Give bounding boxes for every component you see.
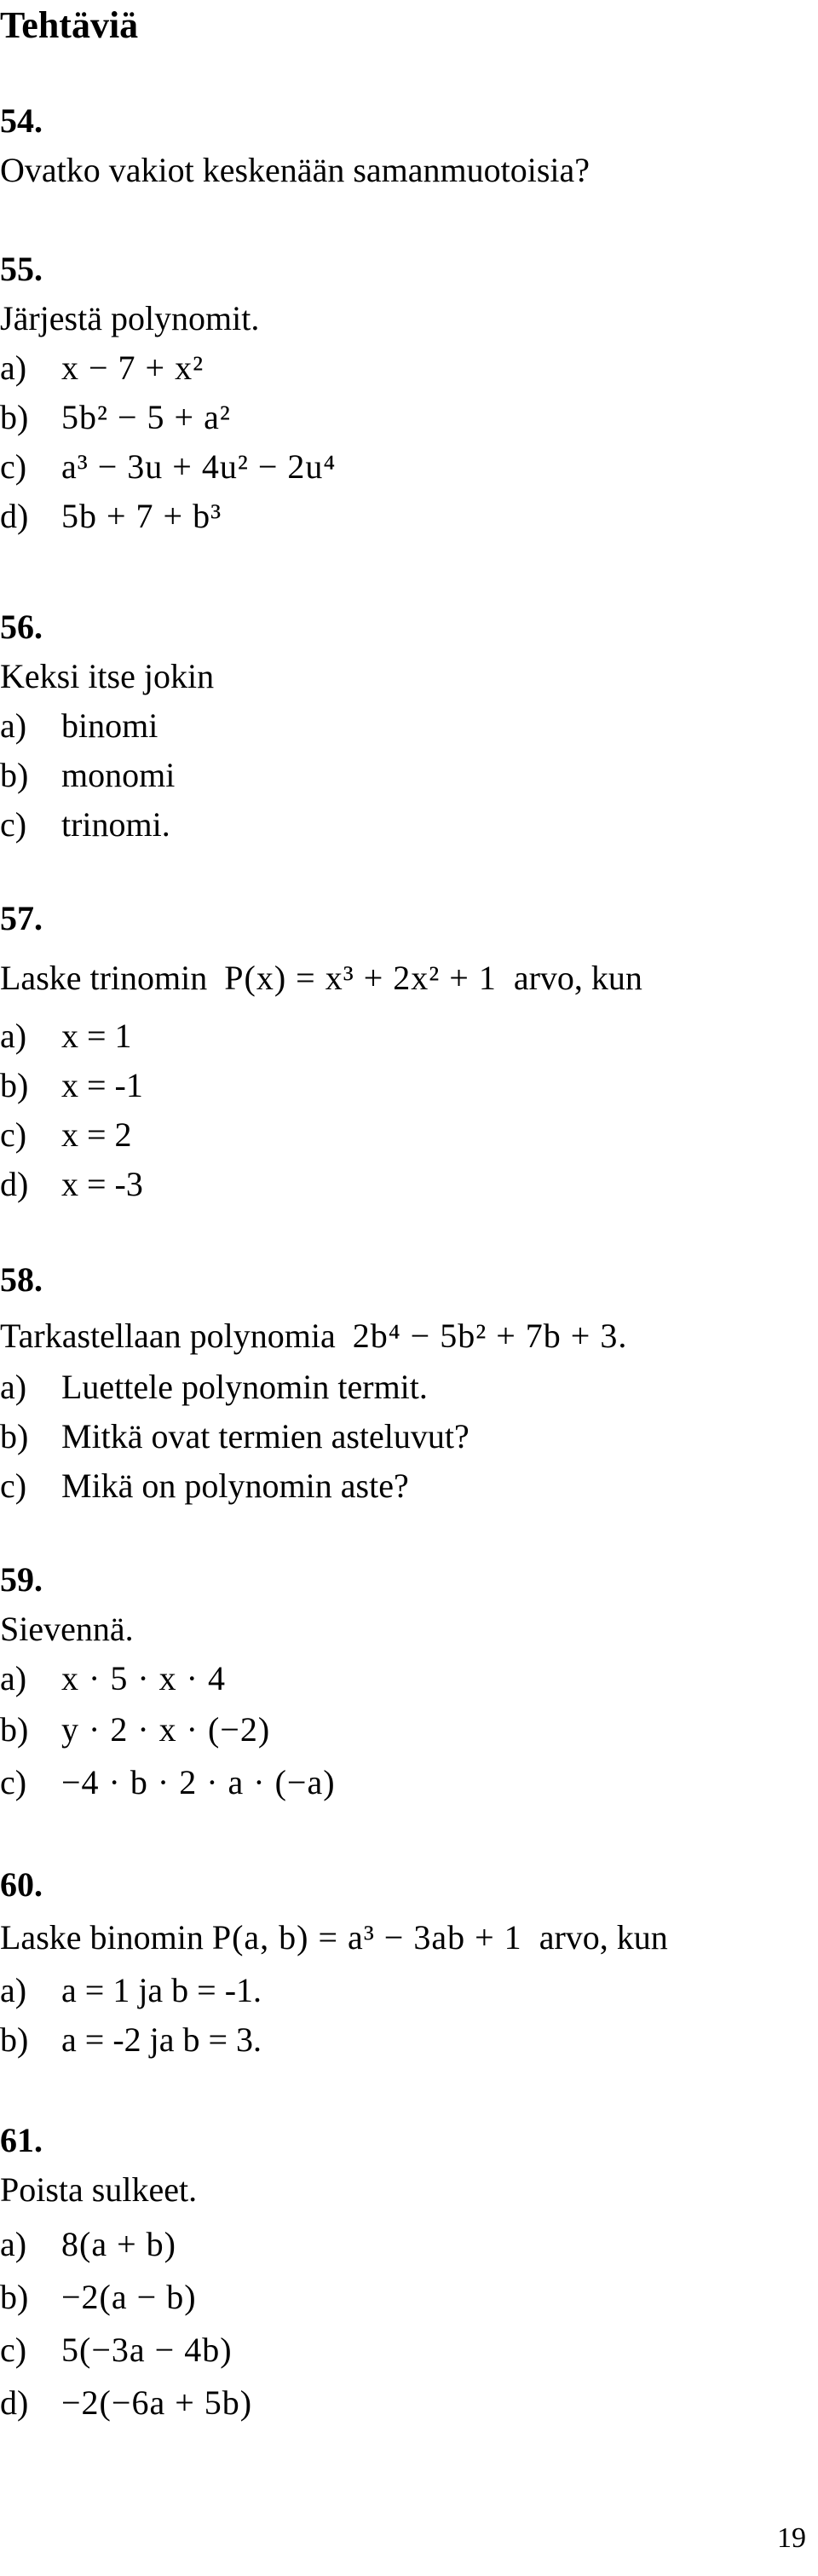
exercise-61-item (0, 2383, 252, 2423)
binomial-expression: P(a, b) = a³ − 3ab + 1 (211, 1918, 522, 1956)
item-label: d) (0, 2383, 29, 2422)
intro-text: Laske trinomin (0, 959, 208, 997)
exercise-61-text: Poista sulkeet. (0, 2170, 198, 2209)
exercise-57-item (0, 1164, 143, 1205)
item-label: a) (0, 349, 27, 387)
item-label: c) (0, 805, 27, 844)
exercise-55-text: Järjestä polynomit. (0, 299, 260, 337)
exercise-59-item (0, 1658, 226, 1699)
item-label: c) (0, 1763, 27, 1801)
item-label: c) (0, 1115, 27, 1154)
page-title: Tehtäviä (0, 4, 139, 46)
exercise-61-item (0, 2277, 197, 2318)
intro-text: Tarkastellaan polynomia (0, 1317, 336, 1355)
exercise-56-item (0, 755, 175, 796)
exercise-58-number: 58. (0, 1260, 43, 1299)
exercise-61-number: 61. (0, 2121, 43, 2159)
exercise-56-number: 56. (0, 608, 43, 646)
exercise-58-item (0, 1367, 428, 1408)
item-text: Luettele polynomin termit. (61, 1368, 428, 1406)
exercise-55-item (0, 348, 204, 389)
exercise-56-item (0, 706, 158, 746)
polynomial-expression: 2b⁴ − 5b² + 7b + 3 (352, 1317, 619, 1355)
item-label: b) (0, 1710, 29, 1749)
item-text: binomi (61, 706, 158, 745)
exercise-54-number: 54. (0, 101, 43, 140)
item-text: monomi (61, 756, 176, 794)
exercise-57-item (0, 1065, 143, 1106)
exercise-56-item (0, 804, 170, 845)
item-text: x = 2 (61, 1115, 132, 1154)
page-number: 19 (777, 2522, 806, 2554)
exercise-54-text: Ovatko vakiot keskenään samanmuotoisia? (0, 151, 590, 189)
exercise-57-text (0, 958, 642, 999)
item-label: b) (0, 1066, 29, 1104)
item-expression: x · 5 · x · 4 (61, 1659, 226, 1697)
item-text: x = -1 (61, 1066, 143, 1104)
item-text: x = -3 (61, 1165, 143, 1203)
item-expression: −2(a − b) (61, 2278, 197, 2316)
exercise-56-text: Keksi itse jokin (0, 657, 215, 695)
item-label: c) (0, 2331, 27, 2369)
item-expression: −4 · b · 2 · a · (−a) (61, 1763, 336, 1801)
exercise-59-item (0, 1762, 336, 1803)
exercise-58-item (0, 1466, 409, 1507)
item-label: a) (0, 706, 27, 745)
item-label: a) (0, 1368, 27, 1406)
item-label: c) (0, 447, 27, 486)
item-text: trinomi. (61, 805, 170, 844)
item-expression: 5b² − 5 + a² (61, 398, 231, 436)
item-label: b) (0, 398, 29, 436)
outro-text: arvo, kun (539, 1918, 668, 1956)
item-label: d) (0, 1165, 29, 1203)
item-text: a = -2 ja b = 3. (61, 2020, 262, 2059)
item-expression: 5b + 7 + b³ (61, 497, 222, 535)
item-label: d) (0, 497, 29, 535)
item-text: a = 1 ja b = -1. (61, 1971, 262, 2009)
item-label: a) (0, 1659, 27, 1697)
item-expression: y · 2 · x · (−2) (61, 1710, 271, 1749)
exercise-57-number: 57. (0, 899, 43, 937)
exercise-55-number: 55. (0, 250, 43, 288)
item-label: c) (0, 1467, 27, 1505)
item-expression: −2(−6a + 5b) (61, 2383, 253, 2422)
exercise-57-item (0, 1115, 132, 1155)
exercise-59-number: 59. (0, 1560, 43, 1599)
exercise-60-text (0, 1917, 668, 1958)
item-text: x = 1 (61, 1017, 132, 1055)
item-label: b) (0, 2020, 29, 2059)
exercise-58-text: Tarkastellaan polynomia 2b⁴ − 5b² + 7b + 3. (0, 1317, 627, 1355)
item-label: a) (0, 2225, 27, 2263)
exercise-61-item (0, 2224, 176, 2265)
item-expression: a³ − 3u + 4u² − 2u⁴ (61, 447, 337, 486)
exercise-60-item (0, 1970, 262, 2011)
intro-text: Laske binomin (0, 1918, 204, 1956)
item-label: b) (0, 756, 29, 794)
outro-text: arvo, kun (513, 959, 642, 997)
item-label: a) (0, 1971, 27, 2009)
exercise-59-item (0, 1709, 270, 1750)
item-text: Mitkä ovat termien asteluvut? (61, 1417, 469, 1455)
item-label: b) (0, 2278, 29, 2316)
exercise-57-item (0, 1016, 132, 1057)
exercise-61-item (0, 2330, 233, 2371)
item-expression: 8(a + b) (61, 2225, 176, 2263)
item-expression: 5(−3a − 4b) (61, 2331, 233, 2369)
exercise-55-item (0, 397, 231, 438)
exercise-55-item (0, 447, 336, 487)
exercise-58-item (0, 1416, 469, 1457)
item-label: b) (0, 1417, 29, 1455)
exercise-59-text: Sievennä. (0, 1610, 134, 1648)
item-label: a) (0, 1017, 27, 1055)
exercise-55-item (0, 496, 222, 537)
item-text: Mikä on polynomin aste? (61, 1467, 409, 1505)
exercise-60-number: 60. (0, 1865, 43, 1904)
polynomial-expression: P(x) = x³ + 2x² + 1 (224, 959, 497, 997)
item-expression: x − 7 + x² (61, 349, 204, 387)
exercise-60-item (0, 2020, 262, 2060)
